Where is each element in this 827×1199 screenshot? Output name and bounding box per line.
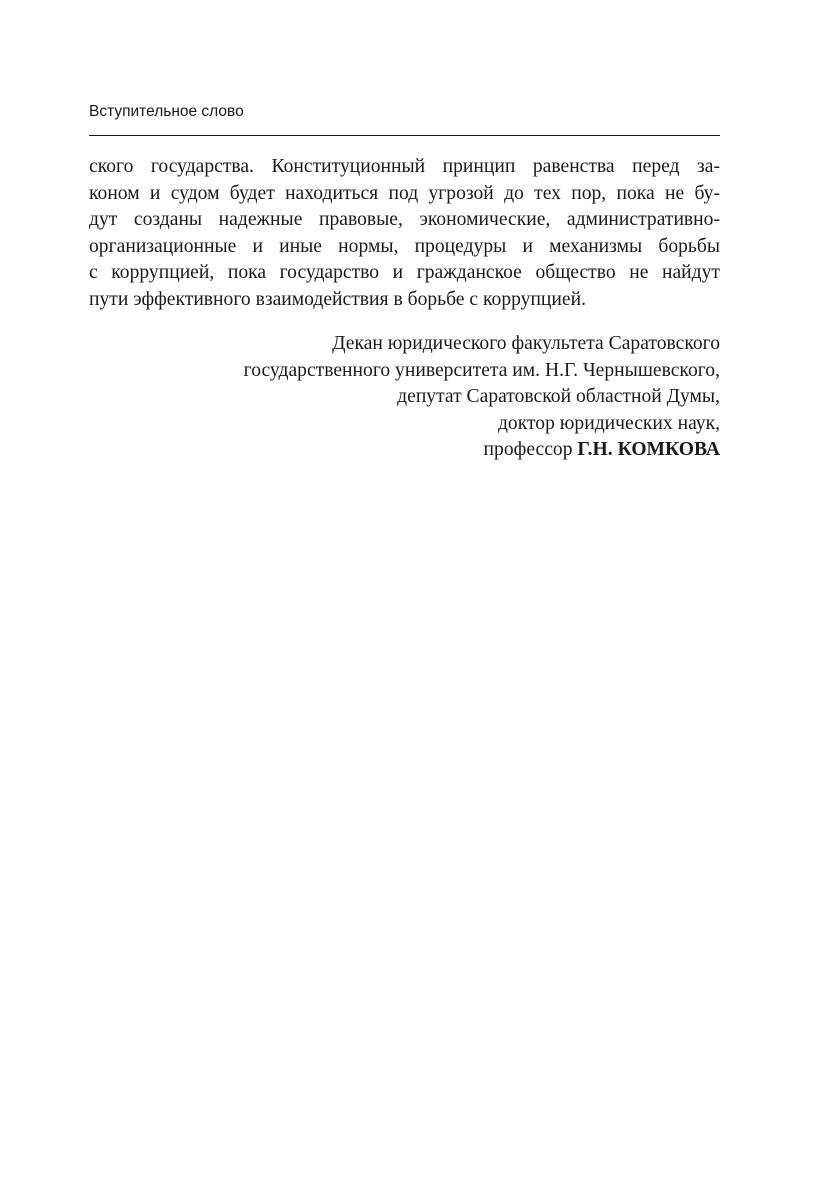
signature-deputy-line: депутат Саратовской областной Думы, bbox=[397, 386, 720, 407]
signature-title-prefix: профессор bbox=[483, 439, 573, 460]
author-name: Г.Н. КОМКОВА bbox=[577, 439, 720, 460]
signature-name-line bbox=[89, 437, 720, 464]
paragraph-line: организационные и иные нормы, процедуры и механизмы борьбы bbox=[89, 235, 720, 257]
signature-degree-line: доктор юридических наук, bbox=[497, 412, 720, 434]
body-paragraph bbox=[89, 154, 720, 313]
running-header: Вступительное слово bbox=[89, 103, 244, 120]
paragraph-line: дут созданы надежные правовые, экономические, административно- bbox=[89, 209, 720, 230]
paragraph-line: с коррупцией, пока государство и гражданское общество не найдут bbox=[89, 262, 720, 283]
signature-position-line: Декан юридического факультета Саратовского bbox=[332, 333, 720, 354]
signature-block bbox=[89, 331, 720, 464]
paragraph-line: коном и судом будет находиться под угрозой до тех пор, пока не бу- bbox=[89, 182, 720, 204]
signature-university-line: государственного университета им. Н.Г. Чернышевского, bbox=[243, 359, 720, 381]
paragraph-line: пути эффективного взаимодействия в борьбе с коррупцией. bbox=[89, 288, 586, 310]
header-rule bbox=[89, 135, 720, 136]
paragraph-line: ского государства. Конституционный принцип равенства перед за- bbox=[89, 156, 720, 177]
